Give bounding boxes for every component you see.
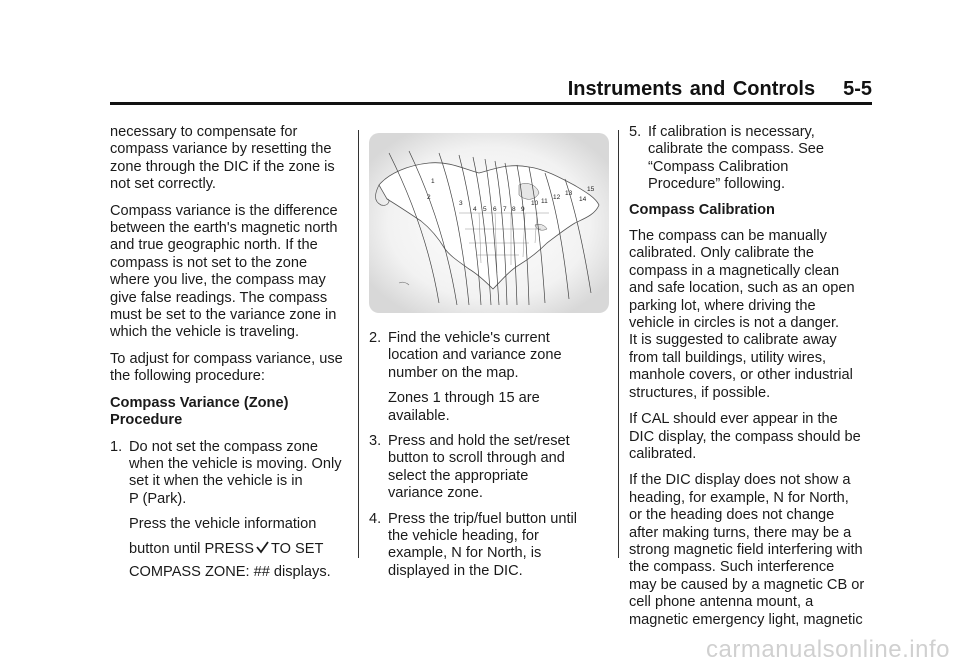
zone-label: 11 <box>541 198 548 205</box>
column-divider-1 <box>358 130 359 558</box>
paragraph: If the DIC display does not show a heading, for example, N for North, or the heading does not change after making turns, there may be a strong magnetic field interfering with the compass. Such interference may be caused by a magnetic CB or cell phone antenna mount, a magnetic emergency light, magnetic <box>629 472 865 628</box>
zone-label: 15 <box>587 186 595 193</box>
step-4 <box>369 511 609 581</box>
step-number: 1. <box>110 438 123 455</box>
zone-label: 14 <box>579 196 587 203</box>
section-title: Instruments and Controls <box>567 78 816 100</box>
paragraph: necessary to compensate for compass variance by resetting the zone through the DIC if the zone is not set correctly. <box>110 124 335 193</box>
watermark-url: carmanualsonline.info <box>706 636 950 663</box>
step-1 <box>110 439 355 509</box>
zone-label: 1 <box>431 178 435 185</box>
paragraph: To adjust for compass variance, use the following procedure: <box>110 350 343 385</box>
zone-label: 10 <box>531 200 539 207</box>
page-header <box>568 78 872 101</box>
column-1 <box>110 124 355 589</box>
column-divider-2 <box>618 130 619 558</box>
zone-label: 9 <box>521 206 525 213</box>
step-number: 2. <box>369 330 382 346</box>
step-1-press-text: button until PRESS <box>129 540 254 557</box>
step-text: Press the trip/fuel button until the vehicle heading, for example, N for North, is displayed in the DIC. <box>388 510 578 579</box>
paragraph: The compass can be manually calibrated. Only calibrate the compass in a magnetically clean and safe location, such as an open parking lot, where driving the vehicle in circles is not a danger. It is suggested to calibrate away from tall buildings, utility wires, manhole covers, or other industrial structures, if possible. <box>629 228 855 401</box>
step-1-sub-line <box>110 540 355 558</box>
section-heading: Compass Calibration <box>629 201 775 218</box>
step-number: 5. <box>629 124 642 140</box>
paragraph: If CAL should ever appear in the DIC display, the compass should be calibrated. <box>629 411 861 462</box>
zone-label: 4 <box>473 206 477 213</box>
paragraph: Compass variance is the difference between the earth's magnetic north and true geographic north. If the compass is not set to the zone where you live, the compass may give false readings. The compass must be set to the variance zone in which the vehicle is traveling. <box>110 202 338 341</box>
zone-label: 8 <box>512 206 516 213</box>
zone-label: 2 <box>427 194 431 201</box>
step-1-sub-line: Press the vehicle information <box>129 516 317 533</box>
step-3 <box>369 433 609 503</box>
zone-label: 7 <box>503 206 507 213</box>
zone-label: 3 <box>459 200 463 207</box>
step-text: If calibration is necessary, calibrate the compass. See “Compass Calibration Procedure” following. <box>648 124 825 193</box>
step-number: 3. <box>369 433 382 450</box>
step-1-sub-line: COMPASS ZONE: ## displays. <box>129 563 331 580</box>
checkmark-icon <box>255 540 270 555</box>
compass-variance-zone-map <box>369 133 609 313</box>
section-heading: Compass Variance (Zone) Procedure <box>110 394 289 429</box>
page-number: 5-5 <box>843 78 872 100</box>
step-1-to-set-text: TO SET <box>270 540 324 557</box>
step-number: 4. <box>369 510 382 527</box>
column-2 <box>369 133 609 588</box>
zone-label: 5 <box>483 206 487 213</box>
step-text: Press and hold the set/reset button to scroll through and select the appropriate variance zone. <box>388 433 570 502</box>
step-text: Find the vehicle's current location and variance zone number on the map. <box>388 330 562 381</box>
column-3 <box>629 124 874 638</box>
header-rule <box>110 102 872 105</box>
zone-label: 13 <box>565 190 573 197</box>
step-2 <box>369 330 609 382</box>
step-2-sub: Zones 1 through 15 are available. <box>388 390 540 424</box>
zone-label: 12 <box>553 194 561 201</box>
step-text: Do not set the compass zone when the vehicle is moving. Only set it when the vehicle is in P (Park). <box>129 438 342 507</box>
zone-label: 6 <box>493 206 497 213</box>
step-5 <box>629 124 874 194</box>
